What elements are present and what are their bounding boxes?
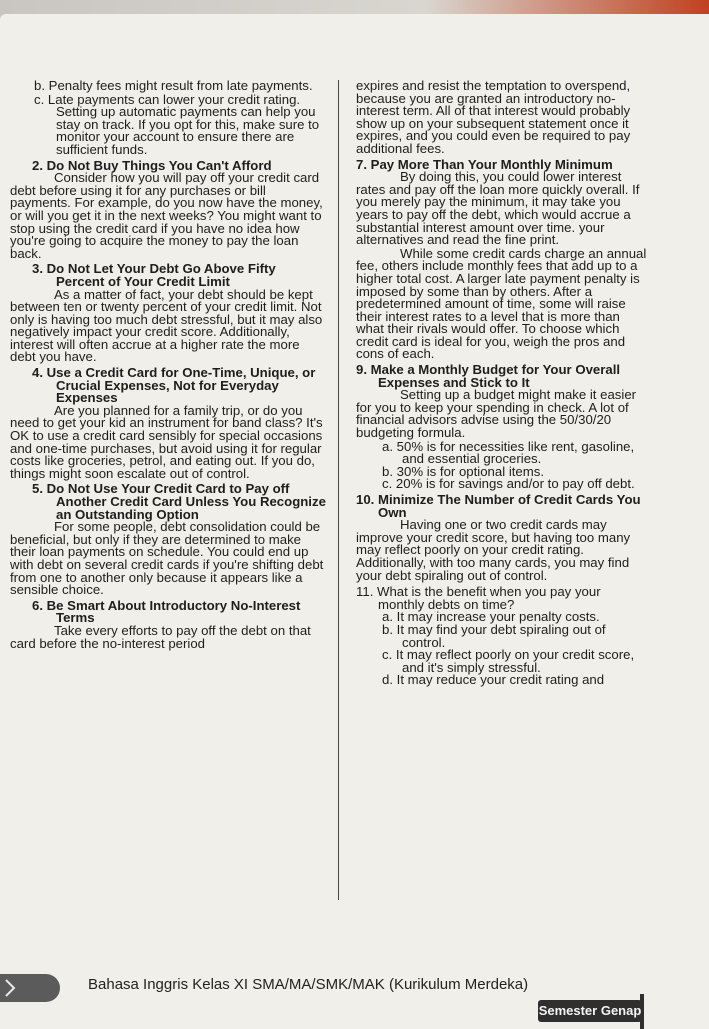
page-footer [0, 966, 709, 1026]
paragraph-4: Are you planned for a family trip, or do you need to get your kid an instrument for band class? It's OK to use a credit card sensibly for special occasions and one-time purchases, but avoid using it for regular costs like groceries, petrol, and eating out. If you do, things might soon escalate out of control. [10, 402, 323, 481]
option-a: a. It may increase your penalty costs. [382, 609, 600, 625]
book-title: Bahasa Inggris Kelas XI SMA/MA/SMK/MAK (Kurikulum Merdeka) [88, 976, 529, 993]
paragraph-7b: While some credit cards charge an annual fee, others include monthly fees that add up to a higher total cost. A larger late payment penalty is imposed by some than by others. After a predetermined amount of time, some will raise their interest rates to a level that is more than what their rivals would offer. To choose which credit card is ideal for you, weigh the pros and cons of each. [356, 245, 647, 362]
semester-badge: Semester Genap [538, 1000, 642, 1022]
budget-item-c: c. 20% is for savings and/or to pay off debt. [382, 476, 635, 492]
option-c: c. It may reflect poorly on your credit score, and it's simply stressful. [382, 647, 635, 675]
budget-item-a: a. 50% is for necessities like rent, gasoline, and essential groceries. [382, 438, 635, 467]
paragraph-10: Having one or two credit cards may improve your credit score, but having too many may reflect poorly on your credit rating. Additionally, with too many cards, you may find your debt spiraling out of control. [356, 517, 631, 583]
left-column [10, 80, 326, 651]
heading-4: 4. Use a Credit Card for One-Time, Unique, or Crucial Expenses, Not for Everyday Expenses [32, 365, 316, 406]
chevron-right-icon [4, 978, 16, 998]
heading-6: 6. Be Smart About Introductory No-Interest Terms [32, 597, 301, 626]
question-11: 11. What is the benefit when you pay your monthly debts on time? [356, 584, 601, 612]
paragraph-5: For some people, debt consolidation could be beneficial, but only if they are determined to make their loan payments on schedule. You could end up with debt on several credit cards if you're shifting debt from one to another only because it appears like a sensible choice. [10, 519, 324, 598]
budget-item-b: b. 30% is for optional items. [382, 463, 544, 479]
heading-2: 2. Do Not Buy Things You Can't Afford [32, 157, 272, 173]
heading-5: 5. Do Not Use Your Credit Card to Pay off Another Credit Card Unless You Recognize an Outstanding Option [32, 481, 326, 522]
heading-10: 10. Minimize The Number of Credit Cards You Own [356, 492, 641, 520]
paragraph-6: Take every efforts to pay off the debt on that card before the no-interest period [10, 622, 311, 651]
textbook-page [0, 14, 709, 1029]
paragraph-9: Setting up a budget might make it easier for you to keep your spending in check. A lot of financial advisors advise using the 50/30/20 budgeting formula. [356, 387, 637, 441]
paragraph-7a: By doing this, you could lower interest rates and pay off the loan more quickly overall. If you merely pay the minimum, it may take you years to pay off the debt, which would accrue a substantial interest amount over time. your alternatives and read the fine print. [356, 169, 640, 248]
item-b-penalty: b. Penalty fees might result from late payments. [34, 78, 313, 93]
right-column [356, 80, 648, 687]
column-divider [338, 80, 339, 900]
option-d: d. It may reduce your credit rating and [382, 672, 605, 688]
paragraph-2: Consider how you will pay off your credit card debt before using it for any purchases or bill payments. For example, do you now have the money, or will you get it in the next weeks? You might want to stop using the credit card if you have no idea how you're going to acquire the money to pay the loan back. [10, 170, 323, 261]
option-b: b. It may find your debt spiraling out of control. [382, 621, 606, 650]
heading-3: 3. Do Not Let Your Debt Go Above Fifty Percent of Your Credit Limit [32, 261, 276, 289]
page-tab-marker [0, 974, 60, 1002]
heading-9: 9. Make a Monthly Budget for Your Overall Expenses and Stick to It [356, 362, 621, 390]
item-c-late-payments: c. Late payments can lower your credit rating. Setting up automatic payments can help you stay on track. If you opt for this, make sure to monitor your account to ensure there are sufficient funds. [34, 91, 320, 157]
heading-7: 7. Pay More Than Your Monthly Minimum [356, 156, 613, 172]
paragraph-3: As a matter of fact, your debt should be kept between ten or twenty percent of your credit limit. Not only is having too much debt stressful, but it may also negatively impact your credit score. Additionally, interest will often accrue at a higher rate the more debt you have. [10, 286, 323, 365]
paragraph-6-continued: expires and resist the temptation to overspend, because you are granted an introductory no-interest term. All of that interest would probably show up on your subsequent statement once it expires, and you could even be required to pay additional fees. [356, 78, 631, 156]
